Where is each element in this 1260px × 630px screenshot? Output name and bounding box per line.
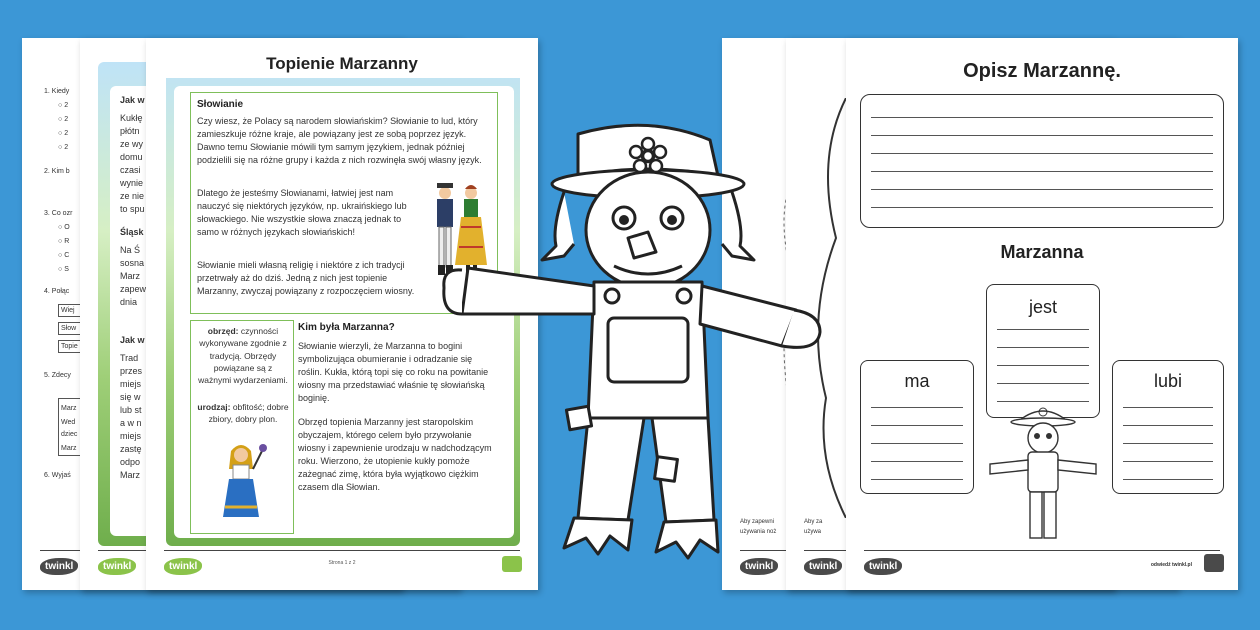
paragraph: Dlatego że jesteśmy Słowianami, łatwiej jest nam nauczyć się niektórych języków, np. ukraińskiego lub słowackiego. Nie wszystkie słowa znaczą jednak to samo w różnych językach słowiańskich! xyxy=(197,188,407,238)
box-lubi[interactable] xyxy=(1112,360,1224,494)
note: używa xyxy=(804,529,822,535)
question-3: 3. Co ozr xyxy=(44,210,73,217)
question-1: 1. Kiedy xyxy=(44,88,70,95)
box-jest[interactable] xyxy=(986,284,1100,418)
note: Aby zapewni xyxy=(740,519,775,525)
option: ○ O xyxy=(58,224,70,231)
option: ○ S xyxy=(58,266,69,273)
text-lines-1: Kukłę płótn ze wy domu czasi wynie ze nie to spu xyxy=(120,113,145,215)
twinkl-logo: twinkl xyxy=(40,558,78,575)
text-lines-3: Trad przes miejs się w lub st a w n miejs zastę odpo Marz xyxy=(120,353,143,481)
match-box: Topie xyxy=(58,340,98,353)
question-2: 2. Kim b xyxy=(44,168,70,175)
question-4: 4. Połąc xyxy=(44,288,70,295)
question-5: 5. Zdecy xyxy=(44,372,71,379)
footer-link[interactable]: odwiedź twinkl.pl xyxy=(1150,562,1192,568)
option: ○ 2 xyxy=(58,102,69,109)
box-ma[interactable] xyxy=(860,360,974,494)
heading: Jak w xyxy=(120,95,145,105)
twinkl-logo: twinkl xyxy=(740,558,778,575)
option: ○ 2 xyxy=(58,116,69,123)
paragraph: Obrzęd topienia Marzanny jest staropolskim obyczajem, którego celem było przywołanie wiosny i zapewnienie urodzaju w nadchodzącym roku. Wierzono, że utopienie kukły pomoże zażegnać zimę, która była wyjątkowo ciężkim czasem dla Słowian. xyxy=(298,417,492,493)
glossary-entry: urodzaj: obfitość; dobre zbiory, dobry plon. xyxy=(197,402,289,425)
note: używania noż xyxy=(740,529,777,535)
box-label: jest xyxy=(1028,297,1057,317)
question-6: 6. Wyjaś xyxy=(44,472,71,479)
box-label: lubi xyxy=(1153,371,1183,391)
paragraph: Słowianie wierzyli, że Marzanna to bogini symbolizująca obumieranie i odradzanie się roślin. Kukła, którą topi się co roku na powitanie wiosny ma przedstawiać właśnie tę słowiańską boginię. xyxy=(298,341,489,404)
section-heading: Kim była Marzanna? xyxy=(298,322,395,333)
twinkl-logo: twinkl xyxy=(864,558,902,575)
note: Aby za xyxy=(804,519,823,525)
match-box: Wiej xyxy=(58,304,98,317)
glossary-entry: obrzęd: czynności wykonywane zgodnie z tradycją. Obrzędy powiązane są z ważnymi wydarzeniami. xyxy=(198,326,288,386)
option: ○ C xyxy=(58,252,70,259)
badge-icon xyxy=(1204,554,1224,572)
option: ○ 2 xyxy=(58,130,69,137)
heading: Śląsk xyxy=(120,227,144,237)
twinkl-logo: twinkl xyxy=(164,558,202,575)
table-q5: Marz Wed dziec Marz xyxy=(58,398,108,456)
paragraph: Słowianie mieli własną religię i niektóre z ich tradycji przetrwały aż do dziś. Jedną z nich jest topienie Marzanny, zwyczaj powiązany z rozpoczęciem wiosny. xyxy=(197,260,415,297)
twinkl-logo: twinkl xyxy=(804,558,842,575)
twinkl-logo: twinkl xyxy=(98,558,136,575)
page-number: Strona 1 z 2 xyxy=(328,560,356,566)
box-label: ma xyxy=(904,371,930,391)
match-box: Słow xyxy=(58,322,98,335)
section-heading: Słowianie xyxy=(197,99,244,110)
option: ○ R xyxy=(58,238,70,245)
page-title: Opisz Marzannę. xyxy=(963,60,1121,82)
paragraph: Czy wiesz, że Polacy są narodem słowiańskim? Słowianie to lud, który zamieszkuje różne kraje, ale powiązany jest ze sobą poprzez język. Dawno temu Słowianie mówili tym samym językiem, jednak później podzielili się na różne grupy i każda z nich rozwinęła swój własny język. xyxy=(197,116,482,166)
subtitle: Marzanna xyxy=(1000,242,1084,262)
small-scarecrow-illustration xyxy=(980,404,1106,550)
heading: Jak w xyxy=(120,335,145,345)
option: ○ 2 xyxy=(58,144,69,151)
glossary-box xyxy=(190,320,294,534)
marzanna-girl-illustration xyxy=(213,439,273,529)
description-box[interactable] xyxy=(860,94,1224,228)
text-lines-2: Na Ś sosna Marz zapew dnia xyxy=(120,245,147,308)
page-title: Topienie Marzanny xyxy=(266,54,418,73)
worksheet-front-right xyxy=(846,38,1238,590)
scarecrow-illustration xyxy=(438,118,830,568)
